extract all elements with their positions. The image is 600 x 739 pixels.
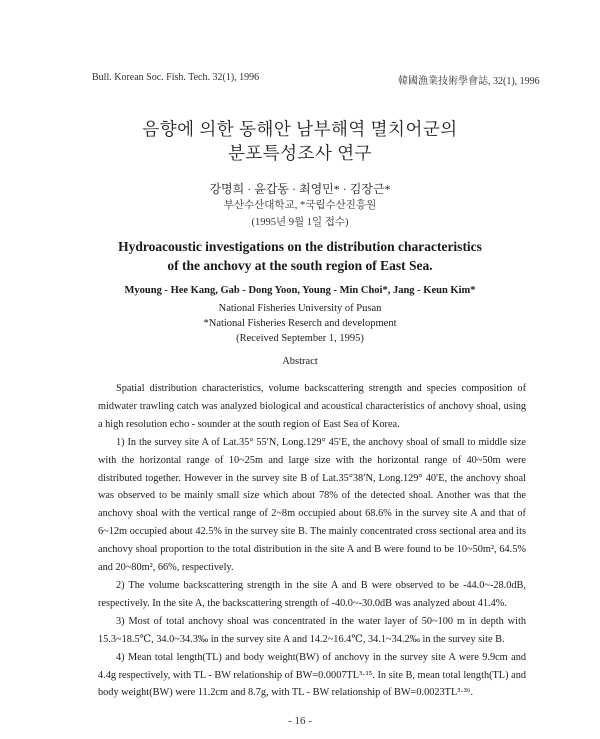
korean-received-date: (1995년 9월 1일 접수) [251,217,349,228]
english-affiliation-2: *National Fisheries Reserch and development [203,318,397,329]
journal-citation: Bull. Korean Soc. Fish. Tech. 32(1), 1996 [92,72,260,83]
english-affiliation-1: National Fisheries University of Pusan [218,303,382,314]
abstract-heading: Abstract [282,356,318,367]
english-received-date: (Received September 1, 1995) [236,333,364,344]
korean-title-line2: 분포특성조사 연구 [227,143,373,163]
english-title-line2: of the anchovy at the south region of East Sea. [167,258,433,273]
korean-affiliation: 부산수산대학교, *국립수산진흥원 [223,200,377,211]
page-number: - 16 - [288,715,312,727]
abstract-body [98,380,526,702]
journal-citation-korean: 韓國漁業技術學會誌, 32(1), 1996 [398,76,540,87]
abstract-paragraph: 4) Mean total length(TL) and body weight(BW) of anchovy in the survey site A were 9.9cm and 4.4g respectively, with TL - BW relationship of BW=0.0007TL³·¹⁵. In site B, mean total length(TL) and body weight(BW) were 11.2cm and 8.7g, with TL - BW relationship of BW=0.0023TL³·³⁶. [98,651,526,699]
korean-authors: 강명희 · 윤갑동 · 최영민* · 김장근* [209,182,391,196]
abstract-paragraph: 1) In the survey site A of Lat.35° 55′N, Long.129° 45′E, the anchovy shoal of small to middle size with the horizontal range of 10~25m and large size with the horizontal range of 40~50m were distributed together. However in the survey site B of Lat.35°38′N, Long.129° 40′E, the anchovy shoal was observed to be mainly small size which about 78% of the detected shoal. Another was that the anchovy shoal with the vertical range of 2~8m occupied about 68.6% in the survey site A and that of 6~12m occupied about 42.5% in the survey site B. The mainly concentrated cross sectional area and its anchovy shoal proportion to the total distribution in the site A and B were found to be 10~50m², 64.5% and 20~80m², 66%, respectively. [98,436,526,574]
abstract-paragraph: Spatial distribution characteristics, volume backscattering strength and species composition of midwater trawling catch was analyzed biological and acoustical characteristics of anchovy shoal, using a high resolution echo - sounder at the south region of East Sea of Korea. [98,383,526,430]
english-title-line1: Hydroacoustic investigations on the distribution characteristics [118,239,482,254]
abstract-paragraph: 2) The volume backscattering strength in the site A and B were observed to be -44.0~-28.0dB, respectively. In the site A, the backscattering strength of -40.0~-30.0dB was analyzed about 41.4%. [98,579,526,609]
korean-title-line1: 음향에 의한 동해안 남부해역 멸치어군의 [142,119,458,139]
english-authors: Myoung - Hee Kang, Gab - Dong Yoon, Young - Min Choi*, Jang - Keun Kim* [124,285,476,296]
abstract-paragraph: 3) Most of total anchovy shoal was concentrated in the water layer of 50~100 m in depth with 15.3~18.5℃, 34.0~34.3‰ in the survey site A and 14.2~16.4℃, 34.1~34.2‰ in the survey site B. [98,615,526,645]
